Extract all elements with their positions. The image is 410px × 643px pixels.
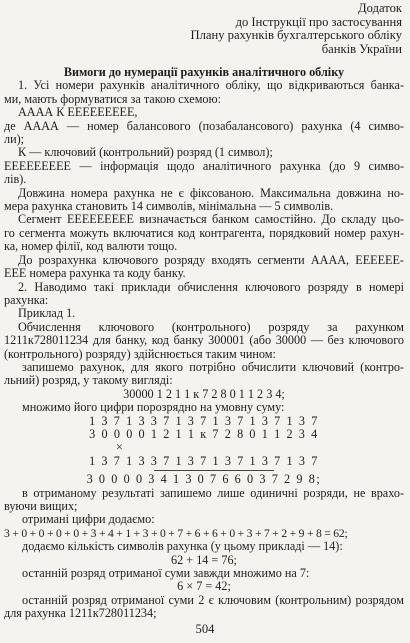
example-heading: Приклад 1. <box>18 307 76 321</box>
text-line: лів). <box>4 173 27 187</box>
text-line: 1211к728011234 для банку, код банку 300001 (або 30000 — без ключового <box>4 334 404 348</box>
equation: 6 × 7 = 42; <box>177 580 231 594</box>
text-line: ЕЕЕ номера рахунка та коду банку. <box>4 267 186 281</box>
header-line: Додаток <box>358 1 402 15</box>
text-line: К — ключовий (контрольний) розряд (1 символ); <box>18 146 273 160</box>
digit-row: 3 0 0 0 0 1 2 1 1 к 7 2 8 0 1 1 2 3 4 <box>89 427 319 441</box>
appendix-header <box>142 2 402 56</box>
text-line: рахунка: <box>4 293 49 307</box>
text-line: ми, мають формуватися за такою схемою: <box>4 92 221 106</box>
account-digits: 30000 1 2 1 1 к 7 2 8 0 1 1 2 3 4; <box>123 387 285 401</box>
text-line: додаємо кількість символів рахунка (у цьому прикладі — 14): <box>22 540 343 554</box>
text-line: ЕЕЕЕЕЕЕЕЕ — інформація щодо аналітичного рахунка (до 9 симво- <box>4 159 404 173</box>
text-line: мера рахунка становить 14 символів, мінімальна — 5 символів. <box>4 200 334 214</box>
text-line: До розрахунка ключового розряду входять сегменти АААА, ЕЕЕЕЕЕ- <box>18 253 404 267</box>
text-line: запишемо рахунок, для якого потрібно обчислити ключовий (контро- <box>22 360 404 374</box>
text-line: 1. Усі номери рахунків аналітичного обліку, що відкриваються банка- <box>18 79 404 93</box>
digit-sum: 3 + 0 + 0 + 0 + 0 + 3 + 4 + 1 + 3 + 0 + 7 + 6 + 6 + 0 + 3 + 7 + 2 + 9 + 8 = 62; <box>4 526 348 540</box>
weight-row: 1 3 7 1 3 3 7 1 3 7 1 3 7 1 3 7 1 3 7 <box>89 454 319 468</box>
text-line: в отриманому результаті запишемо лише одиничні розряди, не врахо- <box>22 486 404 500</box>
text-line: ка, номер філії, код валюти тощо. <box>4 240 178 254</box>
weight-row: 1 3 7 1 3 3 7 1 3 7 1 3 7 1 3 7 1 3 7 <box>89 414 319 428</box>
text-line: 2. Наводимо такі приклади обчислення ключового розряду в номері <box>18 280 404 294</box>
text-line: Обчислення ключового (контрольного) розряду за рахунком <box>18 320 404 334</box>
text-line: Сегмент ЕЕЕЕЕЕЕЕЕ визначається банком самостійно. До складу цьо- <box>18 213 404 227</box>
text-line: останній розряд отриманої суми 2 є ключовим (контрольним) розрядом <box>22 593 404 607</box>
text-line: вуючи вищих; <box>4 500 78 513</box>
text-line: де АААА — номер балансового (позабалансового) рахунка (4 симво- <box>4 119 404 133</box>
text-line: льний) розряд, у такому вигляді: <box>4 374 173 388</box>
product-row: 3 0 0 0 0 3 4 1 3 0 7 6 6 0 3 7 2 9 8; <box>86 473 322 487</box>
account-scheme: АААА К ЕЕЕЕЕЕЕЕЕ, <box>18 106 138 120</box>
text-line: останній розряд отриманої суми завжди множимо на 7: <box>22 567 310 581</box>
text-line: множимо його цифри порозрядно на умовну суму: <box>22 401 285 415</box>
text-line: го сегмента можуть включатися код контрагента, порядковий номер рахун- <box>4 226 404 240</box>
header-line: банків України <box>321 41 402 56</box>
multiply-sign: × <box>116 441 123 455</box>
text-line: для рахунка 1211к728011234; <box>4 607 157 621</box>
sum-rule <box>154 470 274 471</box>
equation: 62 + 14 = 76; <box>171 553 237 567</box>
document-body <box>4 66 404 621</box>
text-line: ли); <box>4 133 25 147</box>
section-title: Вимоги до нумерації рахунків аналітичного обліку <box>63 66 345 79</box>
header-line: до Інструкції про застосування <box>235 14 402 29</box>
header-line: Плану рахунків бухгалтерського обліку <box>190 28 402 43</box>
text-line: Довжина номера рахунка не є фіксованою. Максимальна довжина но- <box>18 186 404 200</box>
text-line: (контрольного) розряду) здійснюється таким чином: <box>4 347 276 361</box>
text-line: отримані цифри додаємо: <box>22 513 155 527</box>
page-number: 504 <box>195 622 215 636</box>
